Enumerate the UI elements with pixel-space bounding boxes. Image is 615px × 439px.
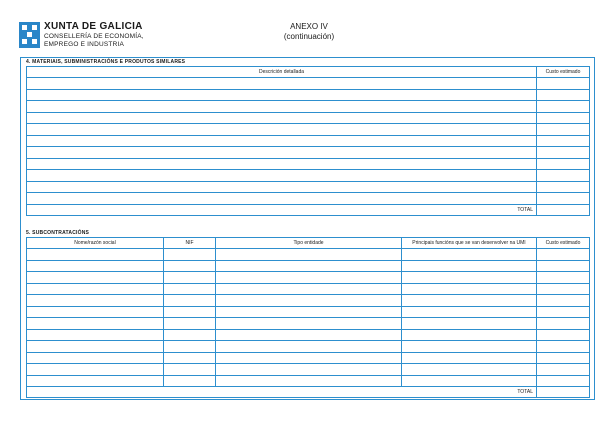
- description-field[interactable]: [27, 147, 537, 159]
- description-field[interactable]: [27, 124, 537, 136]
- main-functions-field[interactable]: [402, 318, 537, 330]
- section5-title: 5. SUBCONTRATACIÓNS: [26, 230, 90, 236]
- estimated-cost-field[interactable]: [537, 78, 590, 90]
- main-functions-field[interactable]: [402, 295, 537, 307]
- section5-total-row: [27, 387, 590, 398]
- table-row: [27, 352, 590, 364]
- annex-heading: [250, 22, 368, 42]
- main-functions-field[interactable]: [402, 352, 537, 364]
- main-functions-field[interactable]: [402, 272, 537, 284]
- table-row: [27, 318, 590, 330]
- nif-field[interactable]: [164, 295, 216, 307]
- estimated-cost-field[interactable]: [537, 170, 590, 182]
- estimated-cost-field[interactable]: [537, 295, 590, 307]
- table-row: [27, 158, 590, 170]
- section5-header-row: [27, 238, 590, 249]
- table-row: [27, 78, 590, 90]
- estimated-cost-field[interactable]: [537, 249, 590, 261]
- table-row: [27, 329, 590, 341]
- section4-title: 4. MATERIAIS, SUBMINISTRACIÓNS E PRODUTOS SIMILARES: [26, 59, 186, 65]
- section5-table: [26, 237, 590, 398]
- table-row: [27, 364, 590, 376]
- estimated-cost-field[interactable]: [537, 101, 590, 113]
- department-line-2: EMPREGO E INDUSTRIA: [44, 41, 125, 48]
- entity-type-field[interactable]: [216, 283, 402, 295]
- section4-total-field[interactable]: [537, 204, 590, 215]
- nif-field[interactable]: [164, 329, 216, 341]
- estimated-cost-field[interactable]: [537, 158, 590, 170]
- estimated-cost-field[interactable]: [537, 89, 590, 101]
- table-row: [27, 306, 590, 318]
- annex-subtitle: (continuación): [283, 32, 335, 41]
- table-row: [27, 295, 590, 307]
- estimated-cost-field[interactable]: [537, 318, 590, 330]
- entity-type-field[interactable]: [216, 272, 402, 284]
- section4-table: [26, 66, 590, 216]
- entity-type-field[interactable]: [216, 249, 402, 261]
- table-row: [27, 341, 590, 353]
- estimated-cost-field[interactable]: [537, 283, 590, 295]
- company-name-field[interactable]: [27, 306, 164, 318]
- table-row: [27, 193, 590, 205]
- organization-name: XUNTA DE GALICIA: [44, 21, 143, 32]
- entity-type-field[interactable]: [216, 295, 402, 307]
- table-row: [27, 147, 590, 159]
- description-field[interactable]: [27, 193, 537, 205]
- main-functions-field[interactable]: [402, 364, 537, 376]
- description-field[interactable]: [27, 170, 537, 182]
- nif-field[interactable]: [164, 249, 216, 261]
- estimated-cost-field[interactable]: [537, 124, 590, 136]
- company-name-field[interactable]: [27, 272, 164, 284]
- estimated-cost-field[interactable]: [537, 193, 590, 205]
- company-name-field[interactable]: [27, 364, 164, 376]
- nif-field[interactable]: [164, 272, 216, 284]
- table-row: [27, 272, 590, 284]
- table-row: [27, 124, 590, 136]
- section4-column-header: Custo estimado: [537, 67, 590, 78]
- section4-column-header: Descrición detallada: [27, 67, 537, 78]
- entity-type-field[interactable]: [216, 341, 402, 353]
- description-field[interactable]: [27, 89, 537, 101]
- description-field[interactable]: [27, 181, 537, 193]
- entity-type-field[interactable]: [216, 306, 402, 318]
- section5-total-label: TOTAL: [27, 387, 537, 398]
- estimated-cost-field[interactable]: [537, 147, 590, 159]
- company-name-field[interactable]: [27, 260, 164, 272]
- table-row: [27, 101, 590, 113]
- entity-type-field[interactable]: [216, 364, 402, 376]
- section4-total-row: [27, 204, 590, 215]
- entity-type-field[interactable]: [216, 318, 402, 330]
- table-row: [27, 249, 590, 261]
- company-name-field[interactable]: [27, 375, 164, 387]
- section5-column-header: Nome/razón social: [27, 238, 164, 249]
- section5-column-header: Tipo entidade: [216, 238, 402, 249]
- table-row: [27, 89, 590, 101]
- table-row: [27, 283, 590, 295]
- section5-column-header: Custo estimado: [537, 238, 590, 249]
- table-row: [27, 112, 590, 124]
- main-functions-field[interactable]: [402, 341, 537, 353]
- main-functions-field[interactable]: [402, 283, 537, 295]
- nif-field[interactable]: [164, 306, 216, 318]
- section5-total-field[interactable]: [537, 387, 590, 398]
- estimated-cost-field[interactable]: [537, 306, 590, 318]
- table-row: [27, 170, 590, 182]
- nif-field[interactable]: [164, 341, 216, 353]
- main-functions-field[interactable]: [402, 249, 537, 261]
- estimated-cost-field[interactable]: [537, 341, 590, 353]
- estimated-cost-field[interactable]: [537, 272, 590, 284]
- main-functions-field[interactable]: [402, 375, 537, 387]
- table-row: [27, 260, 590, 272]
- main-functions-field[interactable]: [402, 306, 537, 318]
- main-functions-field[interactable]: [402, 329, 537, 341]
- nif-field[interactable]: [164, 364, 216, 376]
- department-line-1: CONSELLERÍA DE ECONOMÍA,: [44, 33, 144, 40]
- entity-type-field[interactable]: [216, 260, 402, 272]
- nif-field[interactable]: [164, 352, 216, 364]
- nif-field[interactable]: [164, 283, 216, 295]
- estimated-cost-field[interactable]: [537, 329, 590, 341]
- nif-field[interactable]: [164, 375, 216, 387]
- description-field[interactable]: [27, 101, 537, 113]
- estimated-cost-field[interactable]: [537, 364, 590, 376]
- company-name-field[interactable]: [27, 341, 164, 353]
- estimated-cost-field[interactable]: [537, 112, 590, 124]
- entity-type-field[interactable]: [216, 329, 402, 341]
- section4-total-label: TOTAL: [27, 204, 537, 215]
- organization-block: [44, 21, 144, 49]
- table-row: [27, 135, 590, 147]
- section5-column-header: NIF: [164, 238, 216, 249]
- nif-field[interactable]: [164, 318, 216, 330]
- section5-column-header: Principais funcións que se van desenvolver na UMI: [402, 238, 537, 249]
- estimated-cost-field[interactable]: [537, 352, 590, 364]
- section4-header-row: [27, 67, 590, 78]
- company-name-field[interactable]: [27, 352, 164, 364]
- company-name-field[interactable]: [27, 249, 164, 261]
- description-field[interactable]: [27, 135, 537, 147]
- table-row: [27, 375, 590, 387]
- company-name-field[interactable]: [27, 318, 164, 330]
- company-name-field[interactable]: [27, 329, 164, 341]
- estimated-cost-field[interactable]: [537, 135, 590, 147]
- estimated-cost-field[interactable]: [537, 260, 590, 272]
- description-field[interactable]: [27, 78, 537, 90]
- nif-field[interactable]: [164, 260, 216, 272]
- company-name-field[interactable]: [27, 295, 164, 307]
- estimated-cost-field[interactable]: [537, 375, 590, 387]
- description-field[interactable]: [27, 158, 537, 170]
- xunta-logo-icon: [19, 22, 40, 48]
- company-name-field[interactable]: [27, 283, 164, 295]
- annex-title: ANEXO IV: [290, 22, 328, 31]
- entity-type-field[interactable]: [216, 352, 402, 364]
- main-functions-field[interactable]: [402, 260, 537, 272]
- estimated-cost-field[interactable]: [537, 181, 590, 193]
- entity-type-field[interactable]: [216, 375, 402, 387]
- description-field[interactable]: [27, 112, 537, 124]
- table-row: [27, 181, 590, 193]
